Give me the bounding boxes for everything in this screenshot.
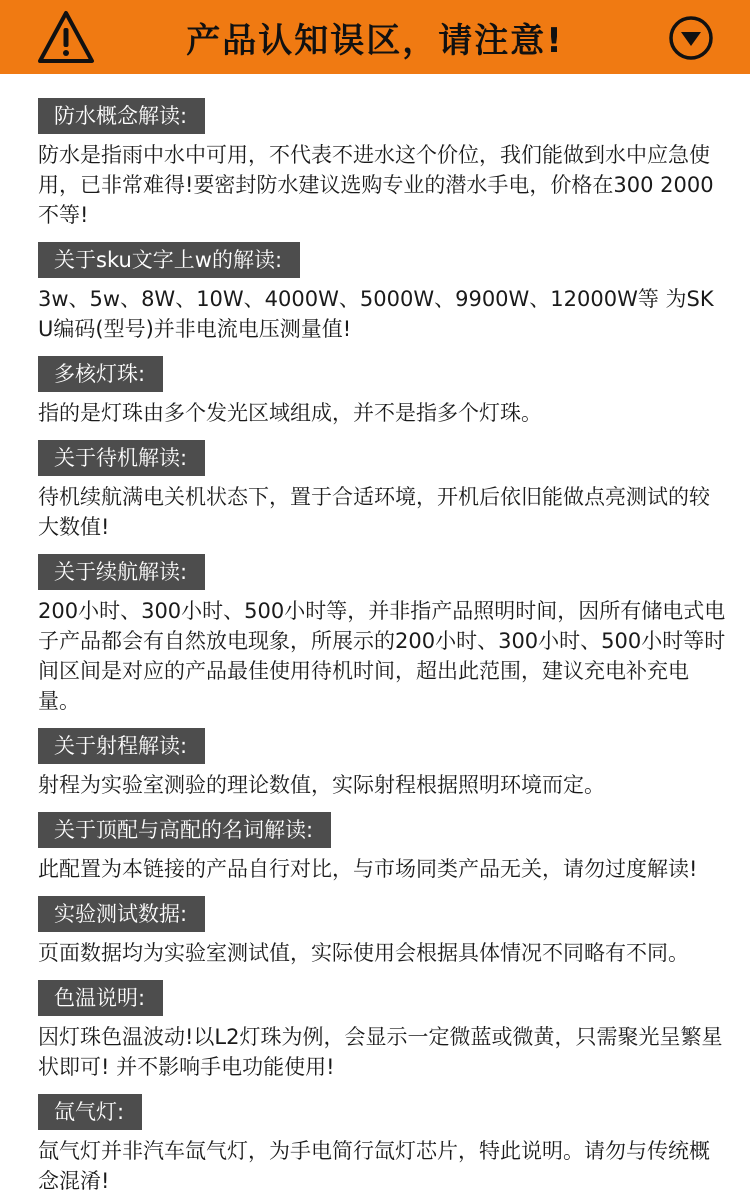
section-test-data [38, 896, 728, 968]
section-standby [38, 440, 728, 542]
section-range [38, 728, 728, 800]
page-title: 产品认知误区，请注意! [186, 20, 564, 61]
section-text: 因灯珠色温波动!以L2灯珠为例，会显示一定微蓝或微黄，只需聚光呈繁星状即可! 并不影响手电功能使用! [38, 1025, 723, 1079]
chevron-down-circle-icon[interactable] [668, 15, 714, 61]
section-label: 防水概念解读: [38, 98, 205, 134]
section-color-temp [38, 980, 728, 1082]
section-text: 待机续航满电关机状态下，置于合适环境，开机后依旧能做点亮测试的较大数值! [38, 485, 710, 539]
section-waterproof [38, 98, 728, 230]
section-sku [38, 242, 728, 344]
section-label: 关于射程解读: [38, 728, 205, 764]
section-label: 关于顶配与高配的名词解读: [38, 812, 331, 848]
section-label: 实验测试数据: [38, 896, 205, 932]
section-text: 页面数据均为实验室测试值，实际使用会根据具体情况不同略有不同。 [38, 941, 689, 965]
section-label: 关于续航解读: [38, 554, 205, 590]
section-xenon [38, 1094, 728, 1196]
section-endurance [38, 554, 728, 716]
section-text: 3w、5w、8W、10W、4000W、5000W、9900W、12000W等 为SKU编码(型号)并非电流电压测量值! [38, 287, 714, 341]
warning-triangle-icon [36, 9, 96, 65]
content-area [0, 74, 728, 1196]
section-label: 氙气灯: [38, 1094, 142, 1130]
section-text: 射程为实验室测验的理论数值，实际射程根据照明环境而定。 [38, 773, 605, 797]
section-multicore [38, 356, 728, 428]
section-config [38, 812, 728, 884]
section-label: 多核灯珠: [38, 356, 163, 392]
section-text: 此配置为本链接的产品自行对比，与市场同类产品无关，请勿过度解读! [38, 857, 698, 881]
section-label: 色温说明: [38, 980, 163, 1016]
section-text: 指的是灯珠由多个发光区域组成，并不是指多个灯珠。 [38, 401, 542, 425]
section-text: 200小时、300小时、500小时等，并非指产品照明时间，因所有储电式电子产品都会有自然放电现象，所展示的200小时、300小时、500小时等时间区间是对应的产品最佳使用待机时间，超出此范围，建议充电补充电量。 [38, 599, 726, 713]
section-text: 防水是指雨中水中可用，不代表不进水这个价位，我们能做到水中应急使用，已非常难得!要密封防水建议选购专业的潜水手电，价格在300 2000不等! [38, 143, 714, 227]
section-label: 关于sku文字上w的解读: [38, 242, 300, 278]
warning-header [0, 0, 750, 74]
section-text: 氙气灯并非汽车氙气灯，为手电简行氙灯芯片，特此说明。请勿与传统概念混淆! [38, 1139, 710, 1193]
section-label: 关于待机解读: [38, 440, 205, 476]
